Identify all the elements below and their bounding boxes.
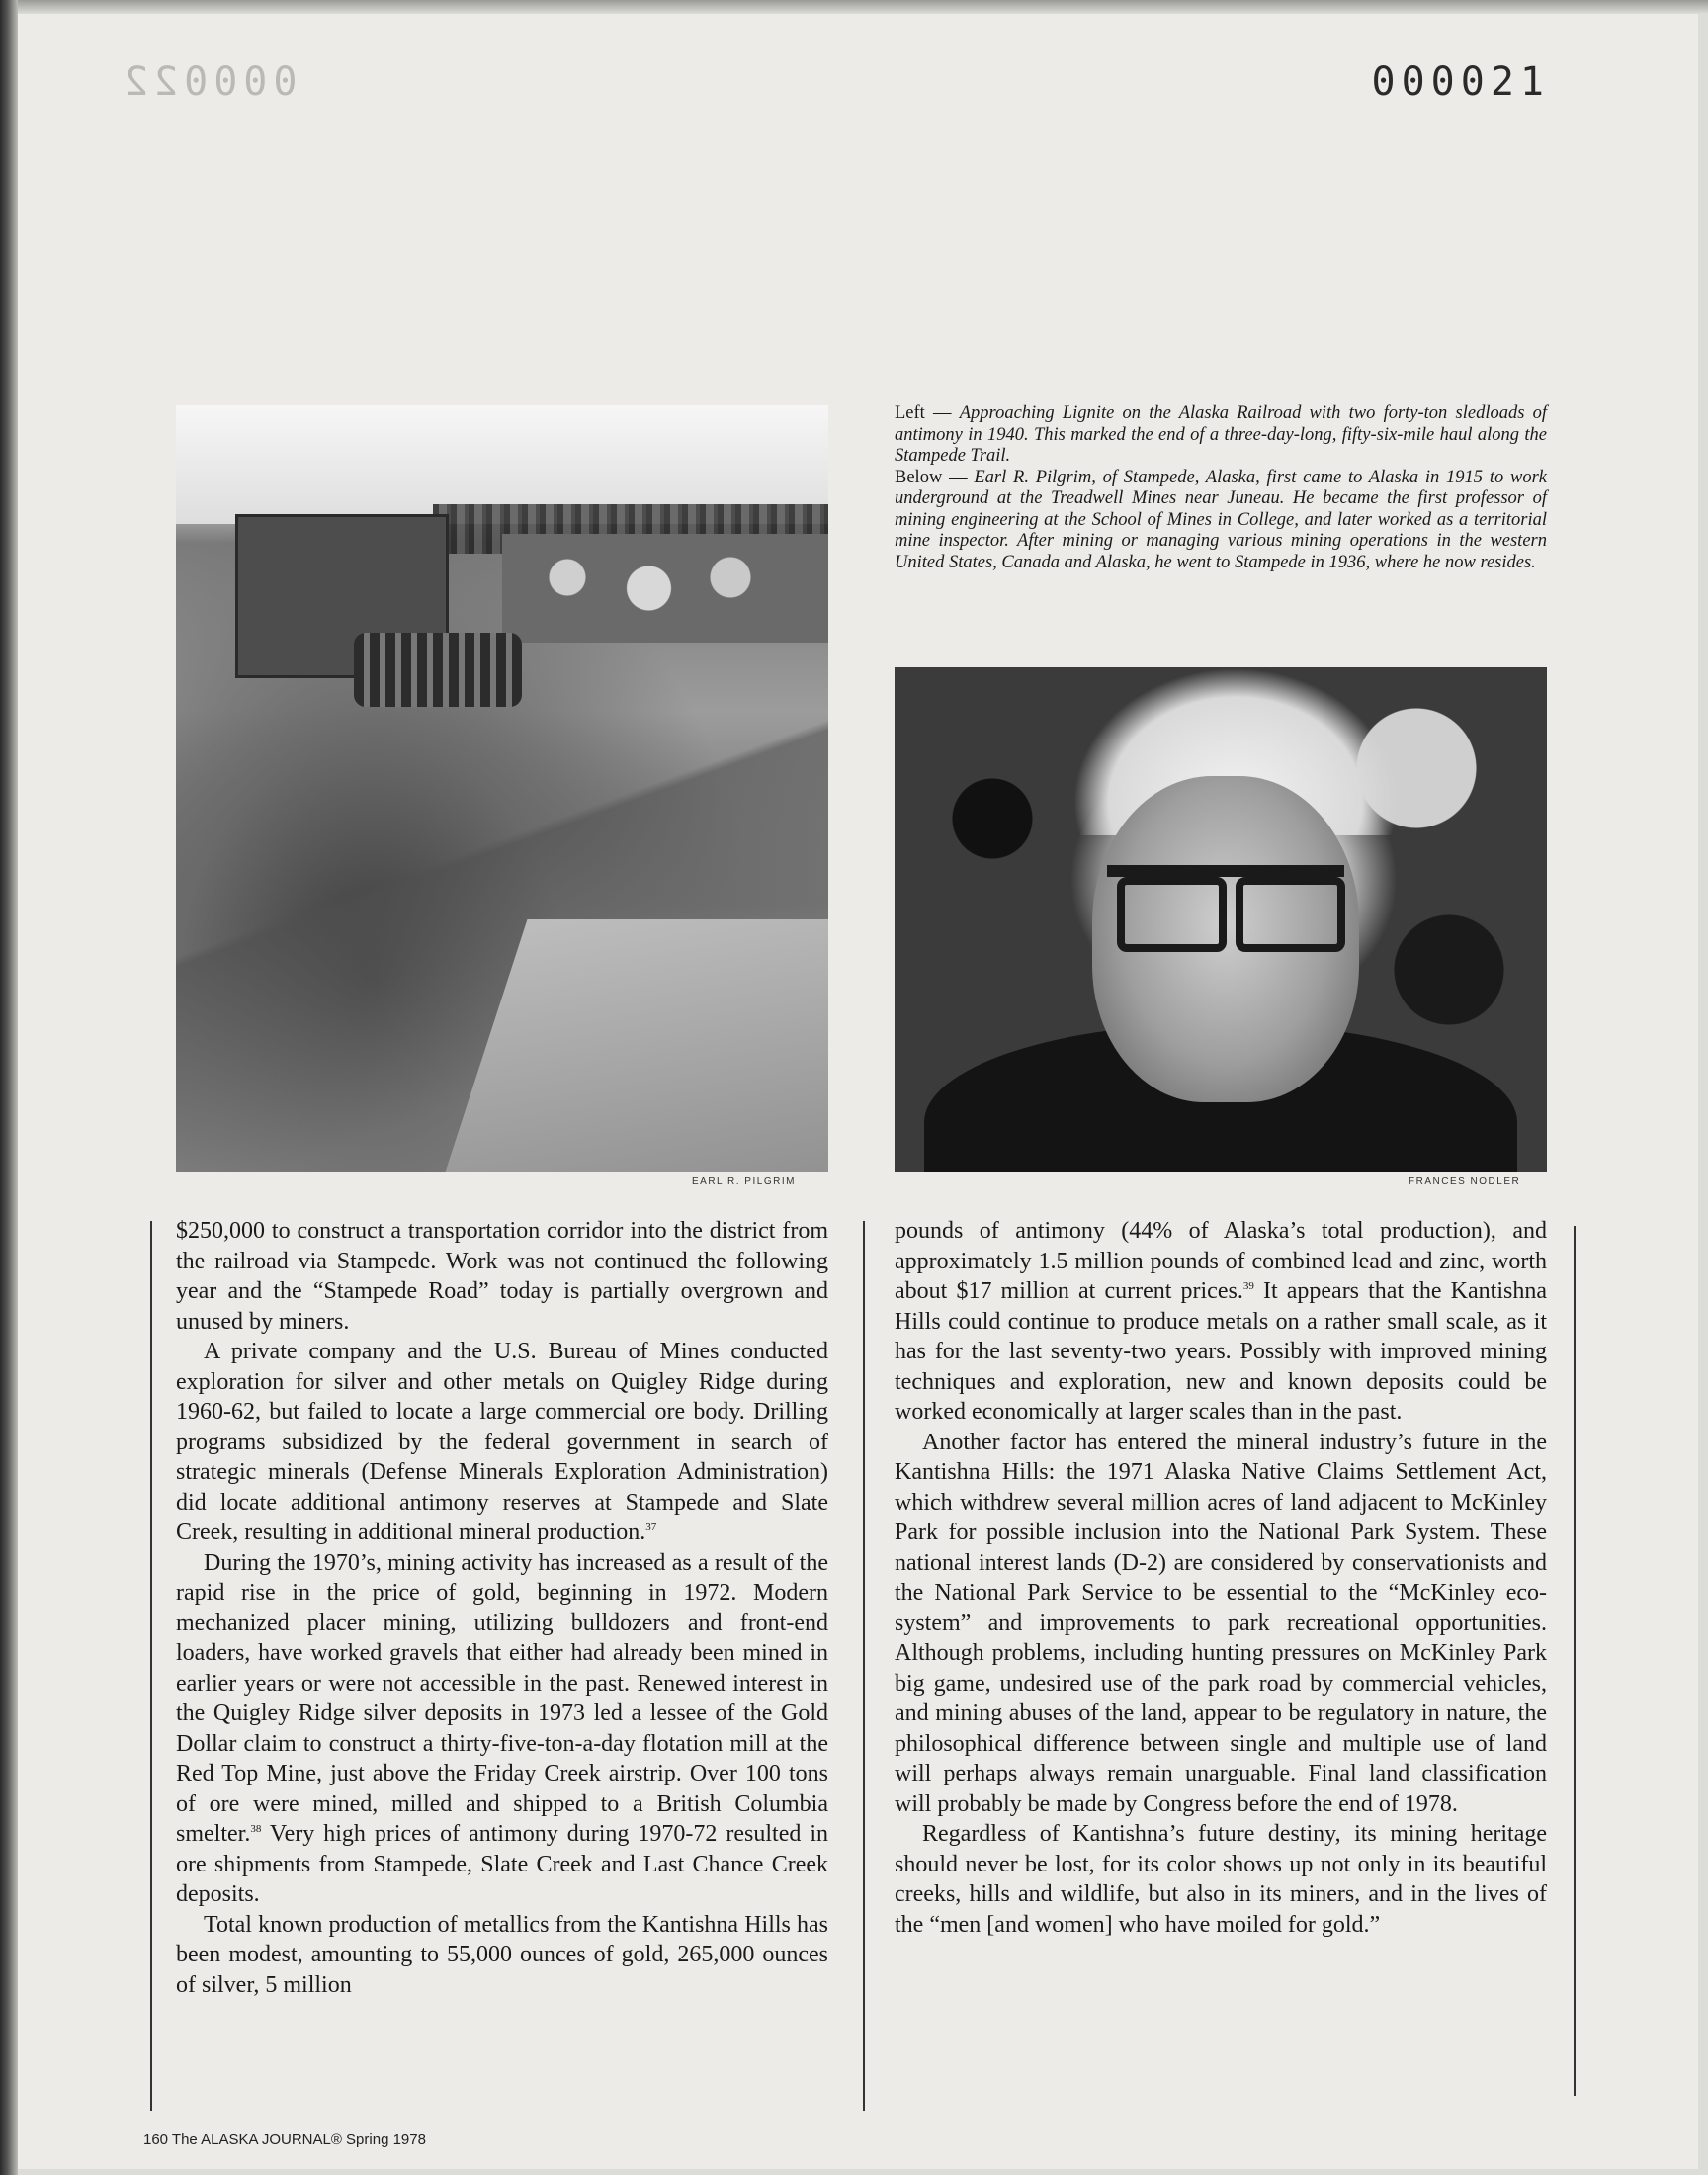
photo-tractor-track <box>354 633 522 707</box>
photo-sledloads <box>502 534 828 643</box>
page-binding-shadow <box>0 0 18 2175</box>
footnote-ref: 38 <box>250 1823 262 1835</box>
footnote-ref: 37 <box>645 1522 657 1533</box>
portrait-lens-right <box>1236 877 1345 952</box>
paragraph: A private company and the U.S. Bureau of Mines conducted exploration for silver and other metals on Quigley Ridge during 1960-62, but failed to locate a large commercial ore body. Drilling programs subsidized by the federal government in search of strategic minerals (Defense Minerals Exploration Administration) did locate additional antimony reserves at Stampede and Slate Creek, resulting in additional mineral production.$^{37}$ <box>176 1339 828 1545</box>
bleed-through-stamp: 000022 <box>119 59 298 105</box>
paragraph: During the 1970’s, mining activity has increased as a result of the rapid rise in the price of gold, beginning in 1972. Modern mechanized placer mining, utilizing bulldozers and front-end loaders, have worked gravels that either had already been mined in earlier years or were not accessible in the past. Renewed interest in the Quigley Ridge silver deposits in 1973 led a lessee of the Gold Dollar claim to construct a thirty-five-ton-a-day flotation mill at the Red Top Mine, just above the Friday Creek airstrip. Over 100 tons of ore were mined, milled and shipped to a British Columbia smelter.$^{38}$ Very high prices of antimony during 1970-72 resulted in ore shipments from Stampede, Slate Creek and Last Chance Creek deposits. <box>176 1549 828 1907</box>
portrait-lens-left <box>1117 877 1227 952</box>
caption-left-label: Left — <box>895 403 952 423</box>
column-rule-left <box>150 1221 152 2111</box>
article-column-right <box>895 1216 1547 1940</box>
antimony-sled-photo <box>176 405 828 1172</box>
right-photo-credit: FRANCES NODLER <box>1409 1176 1521 1187</box>
photo-railcar <box>438 919 828 1172</box>
pilgrim-portrait-photo <box>895 667 1547 1172</box>
footnote-ref: 39 <box>1242 1280 1254 1292</box>
article-column-left <box>176 1216 828 2000</box>
page-footer: 160 The ALASKA JOURNAL® Spring 1978 <box>143 2132 426 2148</box>
column-rule-middle <box>863 1221 865 2111</box>
caption-below-label: Below — <box>895 467 968 487</box>
paragraph: Another factor has entered the mineral industry’s future in the Kantishna Hills: the 1971 Alaska Native Claims Settlement Act, which withdrew several million acres of land adjacent to McKinley Park for possible inclusion into the National Park System. These national interest lands (D-2) are considered by conservationists and the National Park Service to be essential to the “McKinley eco-system” and improvements to park recreational opportunities. Although problems, including hunting pressures on McKinley Park big game, undesired use of the park road by commercial vehicles, and mining abuses of the land, appear to be regulatory in nature, the philosophical difference between single and multiple use of land will perhaps always remain unarguable. Final land classification will probably be made by Congress before the end of 1978. <box>895 1429 1547 1817</box>
document-number-stamp: 000021 <box>1371 59 1550 105</box>
portrait-glasses <box>1107 865 1344 946</box>
left-photo-credit: EARL R. PILGRIM <box>692 1176 796 1187</box>
paragraph: Regardless of Kantishna’s future destiny, its mining heritage should never be lost, for its color shows up not only in its beautiful creeks, hills and wildlife, but also in its miners, and in the lives of the “men [and women] who have moiled for gold.” <box>895 1821 1547 1938</box>
page-top-shadow <box>0 0 1708 14</box>
paragraph: $250,000 to construct a transportation corridor into the district from the railroad via Stampede. Work was not continued the following year and the “Stampede Road” today is partially overgrown and unused by miners. <box>176 1218 828 1335</box>
paragraph: Total known production of metallics from the Kantishna Hills has been modest, amounting to 55,000 ounces of gold, 265,000 ounces of silver, 5 million <box>176 1911 828 1998</box>
column-rule-right <box>1574 1226 1576 2096</box>
photo-caption <box>895 403 1547 573</box>
caption-below-text: Earl R. Pilgrim, of Stampede, Alaska, first came to Alaska in 1915 to work underground at the Treadwell Mines near Juneau. He became the first professor of mining engineering at the School of Mines in College, and later worked as a territorial mine inspector. After mining or managing various mining operations in the western United States, Canada and Alaska, he went to Stampede in 1936, where he now resides. <box>895 467 1547 572</box>
paragraph: pounds of antimony (44% of Alaska’s total production), and approximately 1.5 million pounds of combined lead and zinc, worth about $17 million at current prices.$^{39}$ It appears that the Kantishna Hills could continue to produce metals on a rather small scale, as it has for the last seventy-two years. Possibly with improved mining techniques and exploration, new and known deposits could be worked economically at larger scales than in the past. <box>895 1218 1547 1425</box>
caption-left-text: Approaching Lignite on the Alaska Railroad with two forty-ton sledloads of antimony in 1940. This marked the end of a three-day-long, fifty-six-mile haul along the Stampede Trail. <box>895 403 1548 466</box>
